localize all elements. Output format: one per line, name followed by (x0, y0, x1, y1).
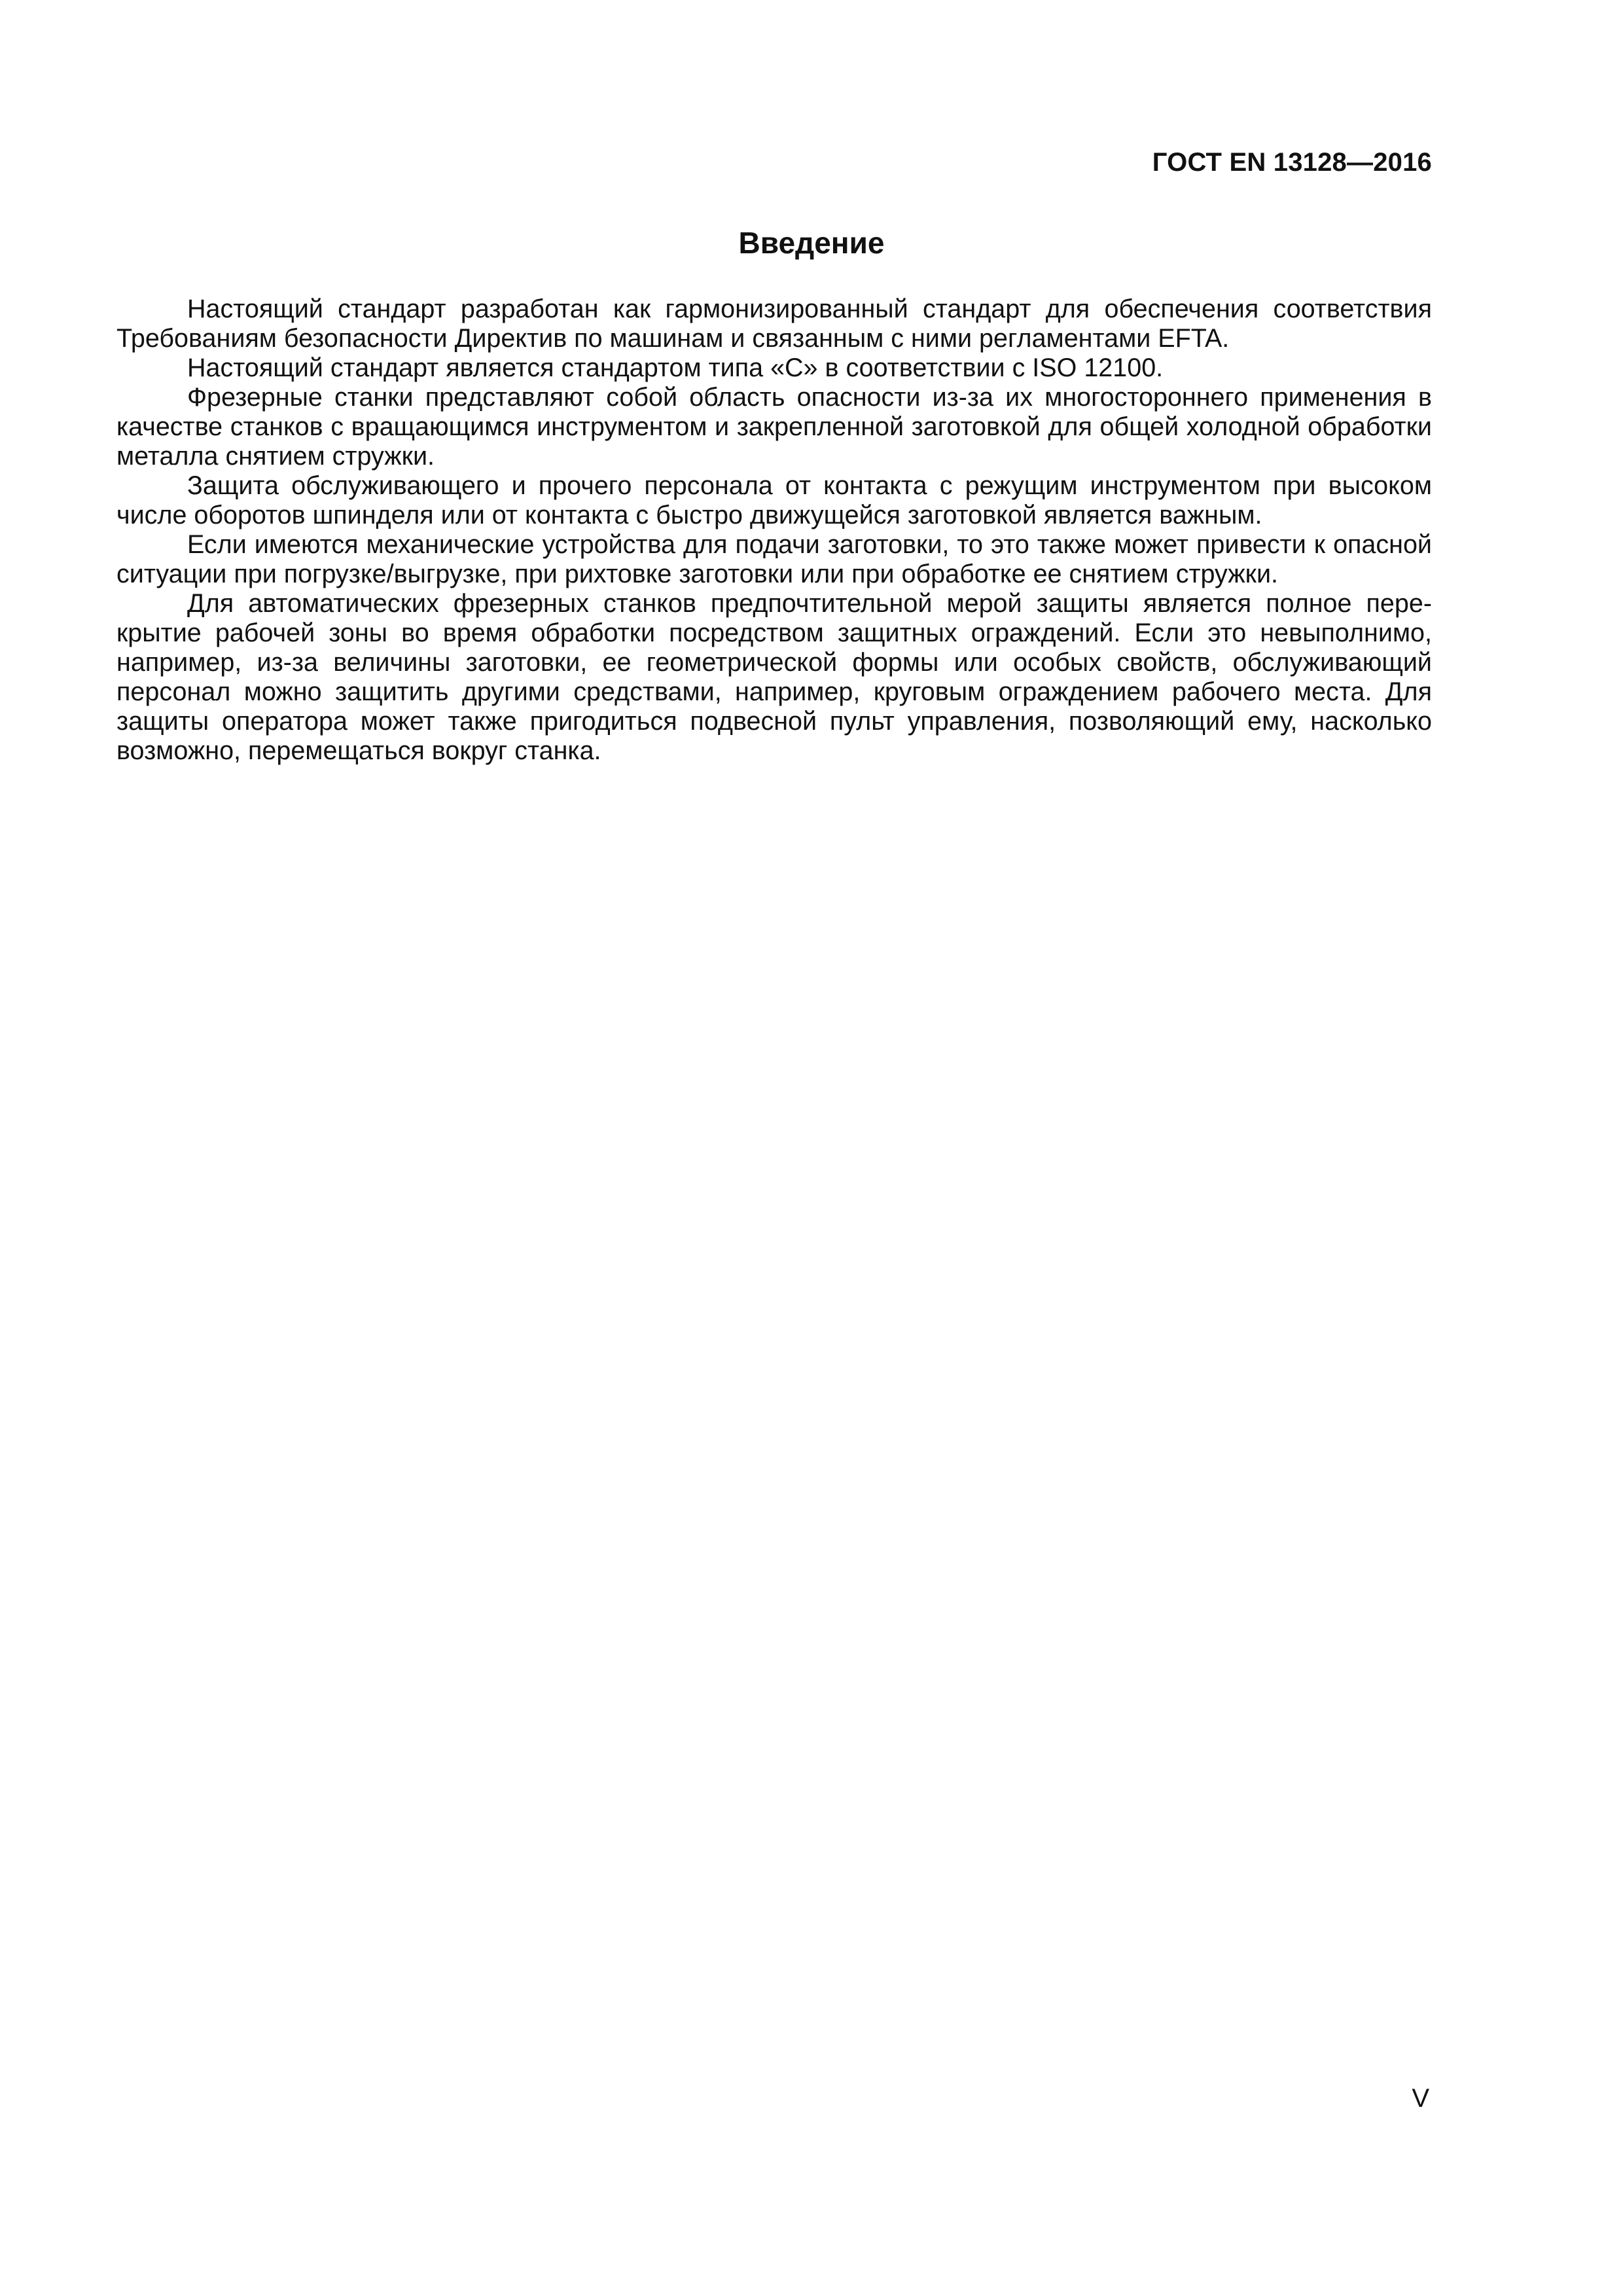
introduction-body (116, 295, 1432, 766)
page-number: V (1412, 2084, 1429, 2113)
document-code: ГОСТ EN 13128—2016 (1152, 148, 1432, 177)
paragraph: Настоящий стандарт является стандартом типа «C» в соответствии с ISO 12100. (187, 353, 1164, 382)
paragraph: Настоящий стандарт разработан как гармонизированный стандарт для обеспечения соответствия Требованиям безопасности Директив по машинам и связанным с ними регламентами EFTA. (116, 295, 1432, 353)
paragraph: Если имеются механические устройства для подачи заготовки, то это также может привести к опасной ситуации при погрузке/выгрузке, при рихтовке заготовки или при обработке ее снятием стружки. (116, 530, 1432, 588)
section-title: Введение (738, 226, 885, 260)
paragraph: Фрезерные станки представляют собой область опасности из-за их многостороннего применения в качестве станков с вращающимся инструментом и закрепленной заготовкой для общей холодной обработки металла снятием стружки. (116, 383, 1432, 471)
paragraph: Для автоматических фрезерных станков предпочтительной мерой защиты является полное перекрытие рабочей зоны во время обработки посредством защитных ограждений. Если это невыполнимо, например, из-за величины заготовки, ее геометрической формы или особых свойств, обслуживающий персонал можно защитить другими средствами, например, круговым ограждением рабочего места. Для защиты оператора может также пригодиться подвесной пульт управления, позволяющий ему, насколько возможно, перемещаться вокруг станка. (116, 589, 1432, 765)
paragraph: Защита обслуживающего и прочего персонала от контакта с режущим инструментом при высоком числе оборотов шпинделя или от контакта с быстро движущейся заготовкой является важным. (116, 471, 1432, 529)
